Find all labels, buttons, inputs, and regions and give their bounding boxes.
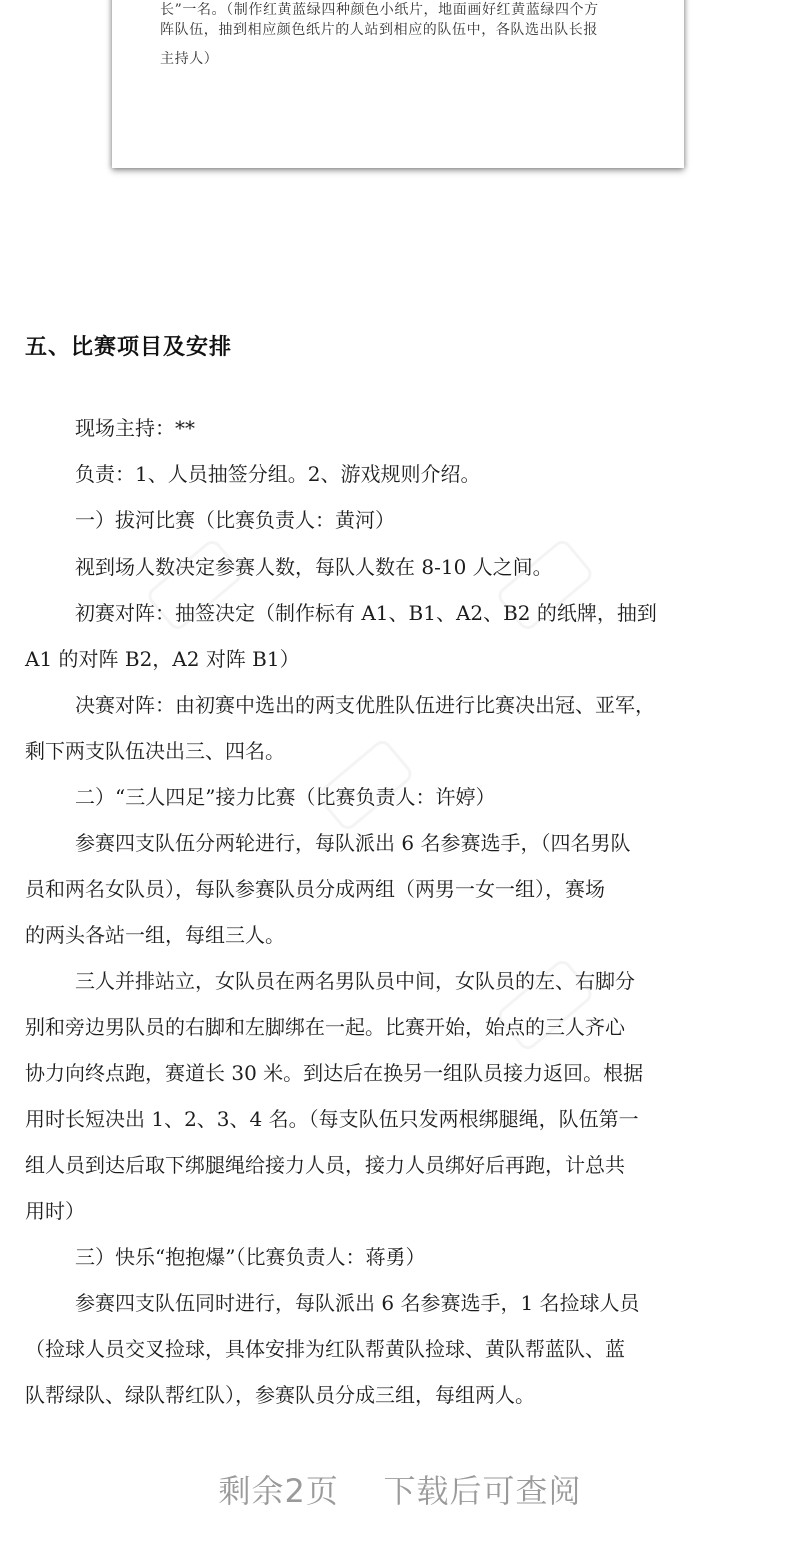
section-title: 五、比赛项目及安排 <box>25 335 233 360</box>
previous-page-line: 阵队伍，抽到相应颜色纸片的人站到相应的队伍中，各队选出队长报 <box>160 22 598 38</box>
body-line-duty: 负责：1、人员抽签分组。2、游戏规则介绍。 <box>75 462 481 486</box>
body-line-heading-three-legged: 二）“三人四足”接力比赛（比赛负责人：许婷） <box>75 785 496 809</box>
body-line: 员和两名女队员），每队参赛队员分成两组（两男一女一组），赛场 <box>25 877 605 901</box>
download-to-view-text: 下载后可查阅 <box>383 1472 582 1510</box>
body-line: 参赛四支队伍同时进行，每队派出 6 名参赛选手，1 名捡球人员 <box>75 1291 640 1315</box>
body-line: 别和旁边男队员的右脚和左脚绑在一起。比赛开始，始点的三人齐心 <box>25 1015 625 1039</box>
body-line: 视到场人数决定参赛人数，每队人数在 8-10 人之间。 <box>75 555 553 579</box>
remaining-pages-text: 剩余2页 <box>218 1472 339 1510</box>
body-line: 剩下两支队伍决出三、四名。 <box>25 739 285 763</box>
body-line: 用时长短决出 1、2、3、4 名。（每支队伍只发两根绑腿绳，队伍第一 <box>25 1107 639 1131</box>
previous-page-line: 主持人） <box>160 51 219 67</box>
body-line: （捡球人员交叉捡球，具体安排为红队帮黄队捡球、黄队帮蓝队、蓝 <box>25 1337 625 1361</box>
body-line: 的两头各站一组，每组三人。 <box>25 923 285 947</box>
download-prompt[interactable] <box>0 1466 800 1512</box>
body-line: A1 的对阵 B2，A2 对阵 B1） <box>25 647 300 671</box>
previous-page-card <box>112 0 684 168</box>
body-line: 用时） <box>25 1199 85 1223</box>
body-line-host: 现场主持：** <box>75 416 195 440</box>
body-line: 协力向终点跑，赛道长 30 米。到达后在换另一组队员接力返回。根据 <box>25 1061 644 1085</box>
previous-page-line: 长”一名。（制作红黄蓝绿四种颜色小纸片，地面画好红黄蓝绿四个方 <box>160 2 599 18</box>
body-line: 决赛对阵：由初赛中选出的两支优胜队伍进行比赛决出冠、亚军， <box>75 693 655 717</box>
body-line: 队帮绿队、绿队帮红队），参赛队员分成三组，每组两人。 <box>25 1383 535 1407</box>
body-line: 参赛四支队伍分两轮进行，每队派出 6 名参赛选手，（四名男队 <box>75 831 631 855</box>
body-line: 初赛对阵：抽签决定（制作标有 A1、B1、A2、B2 的纸牌，抽到 <box>75 601 657 625</box>
body-line: 组人员到达后取下绑腿绳给接力人员，接力人员绑好后再跑，计总共 <box>25 1153 625 1177</box>
body-line-heading-tug-of-war: 一）拔河比赛（比赛负责人：黄河） <box>75 508 395 532</box>
body-line: 三人并排站立，女队员在两名男队员中间，女队员的左、右脚分 <box>75 969 635 993</box>
body-line-heading-hug-burst: 三）快乐“抱抱爆”（比赛负责人：蒋勇） <box>75 1245 426 1269</box>
